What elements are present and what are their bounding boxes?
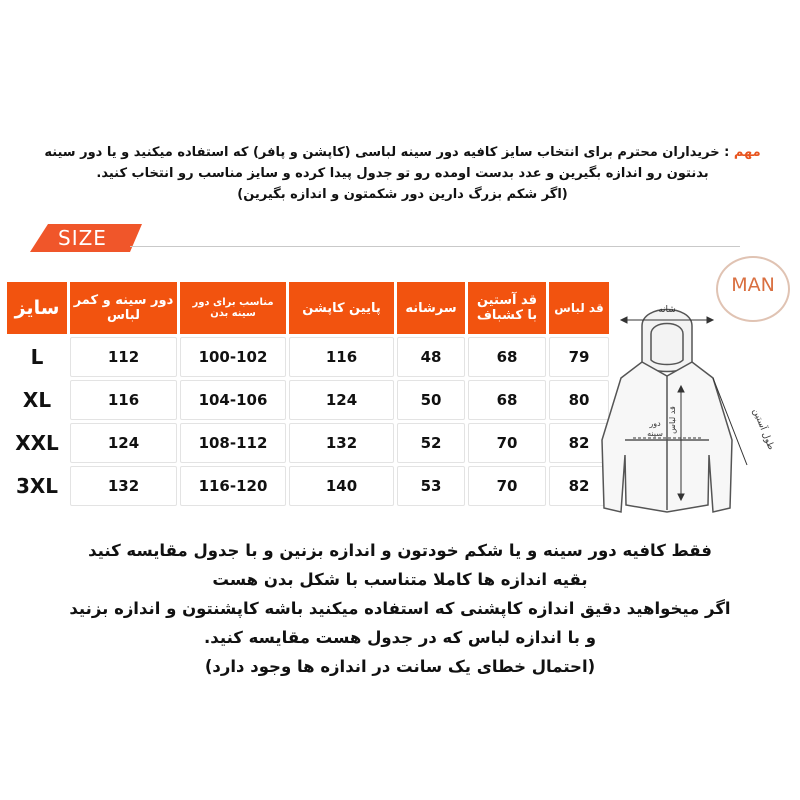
table-cell: 132: [70, 466, 177, 506]
important-label: مهم: [733, 145, 761, 160]
man-badge-label: MAN: [731, 274, 775, 296]
important-notice: [20, 142, 785, 205]
size-cell: 3XL: [15, 474, 59, 498]
table-row: [7, 380, 609, 420]
table-cell: 52: [397, 423, 465, 463]
table-cell: 82: [549, 466, 609, 506]
table-cell: 80: [549, 380, 609, 420]
table-cell: 132: [289, 423, 394, 463]
size-banner-label: SIZE: [58, 226, 107, 250]
table-cell: 53: [397, 466, 465, 506]
size-table-header: [7, 282, 609, 334]
chest-label-b: سینه: [647, 429, 663, 438]
shoulder-label: شانه: [658, 305, 676, 315]
jacket-icon: [602, 310, 732, 513]
footer-line-4: و با اندازه لباس که در جدول هست مقایسه کنید.: [204, 628, 596, 647]
length-label: قد لباس: [668, 406, 677, 434]
table-cell: 68: [468, 337, 546, 377]
footer-instructions: [20, 536, 780, 681]
size-table: [4, 279, 612, 509]
header-length: قد لباس: [549, 282, 609, 334]
header-sleeve: قد آستین با کشباف: [468, 282, 546, 334]
table-cell: 104-106: [180, 380, 286, 420]
table-cell: 70: [468, 466, 546, 506]
header-shoulder: سرشانه: [397, 282, 465, 334]
table-cell: 112: [70, 337, 177, 377]
table-cell: 100-102: [180, 337, 286, 377]
notice-line-2: بدنتون رو اندازه بگیرین و عدد بدست اومده رو تو جدول پیدا کرده و سایز مناسب رو انتخاب کنید.: [96, 166, 709, 181]
table-cell: 116: [289, 337, 394, 377]
jacket-diagram: [585, 290, 780, 525]
table-cell: 50: [397, 380, 465, 420]
header-bottom: پایین کاپشن: [289, 282, 394, 334]
header-body-chest: مناسب برای دور سینه بدن: [180, 282, 286, 334]
footer-line-3: اگر میخواهید دقیق اندازه کاپشنی که استفاده میکنید باشه کاپشنتون و اندازه بزنید: [69, 599, 731, 618]
table-cell: 124: [70, 423, 177, 463]
table-cell: 116: [70, 380, 177, 420]
table-cell: 70: [468, 423, 546, 463]
header-size: سایز: [7, 282, 67, 334]
size-cell: L: [30, 345, 44, 369]
table-cell: 68: [468, 380, 546, 420]
footer-line-1: فقط کافیه دور سینه و یا شکم خودتون و اندازه بزنین و با جدول مقایسه کنید: [88, 541, 712, 560]
table-cell: 108-112: [180, 423, 286, 463]
size-cell: XXL: [15, 431, 59, 455]
footer-line-2: بقیه اندازه ها کاملا متناسب با شکل بدن هست: [212, 570, 588, 589]
table-cell: 82: [549, 423, 609, 463]
table-cell: 140: [289, 466, 394, 506]
table-cell: 79: [549, 337, 609, 377]
size-cell: XL: [22, 388, 52, 412]
chest-label-a: دور: [649, 419, 661, 428]
footer-line-5: (احتمال خطای یک سانت در اندازه ها وجود دارد): [204, 657, 596, 676]
table-cell: 116-120: [180, 466, 286, 506]
table-row: [7, 423, 609, 463]
size-divider: [130, 246, 740, 247]
header-chest-waist: دور سینه و کمر لباس: [70, 282, 177, 334]
table-row: [7, 466, 609, 506]
sleeve-label: طول آستین: [750, 407, 776, 452]
table-cell: 48: [397, 337, 465, 377]
notice-line-1: : خریداران محترم برای انتخاب سایز کافیه دور سینه لباسی (کاپشن و پافر) که استفاده میکنید و یا دور سینه: [44, 145, 734, 160]
table-row: [7, 337, 609, 377]
table-cell: 124: [289, 380, 394, 420]
notice-line-3: (اگر شکم بزرگ دارین دور شکمتون و اندازه بگیرین): [237, 187, 568, 202]
